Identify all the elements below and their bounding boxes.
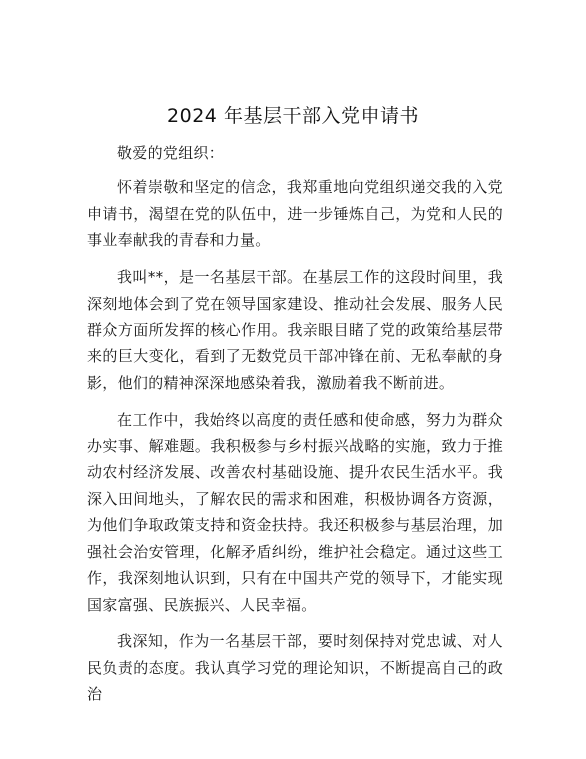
document-title: 2024 年基层干部入党申请书: [167, 105, 419, 127]
document-body: [87, 140, 503, 718]
salutation: 敬爱的党组织：: [117, 144, 225, 162]
paragraph-1: 怀着崇敬和坚定的信念，我郑重地向党组织递交我的入党申请书，渴望在党的队伍中，进一步锤炼自己，为党和人民的事业奉献我的青春和力量。: [87, 178, 503, 250]
paragraph-3: 在工作中，我始终以高度的责任感和使命感，努力为群众办实事、解难题。我积极参与乡村振兴战略的实施，致力于推动农村经济发展、改善农村基础设施、提升农民生活水平。我深入田间地头，了解农民的需求和困难，积极协调各方资源，为他们争取政策支持和资金扶持。我还积极参与基层治理，加强社会治安管理，化解矛盾纠纷，维护社会稳定。通过这些工作，我深刻地认识到，只有在中国共产党的领导下，才能实现国家富强、民族振兴、人民幸福。: [87, 410, 503, 614]
paragraph-2: 我叫**，是一名基层干部。在基层工作的这段时间里，我深刻地体会到了党在领导国家建设、推动社会发展、服务人民群众方面所发挥的核心作用。我亲眼目睹了党的政策给基层带来的巨大变化，看到了无数党员干部冲锋在前、无私奉献的身影，他们的精神深深地感染着我，激励着我不断前进。: [87, 268, 503, 392]
paragraph-4: 我深知，作为一名基层干部，要时刻保持对党忠诚、对人民负责的态度。我认真学习党的理论知识，不断提高自己的政治: [87, 632, 503, 704]
